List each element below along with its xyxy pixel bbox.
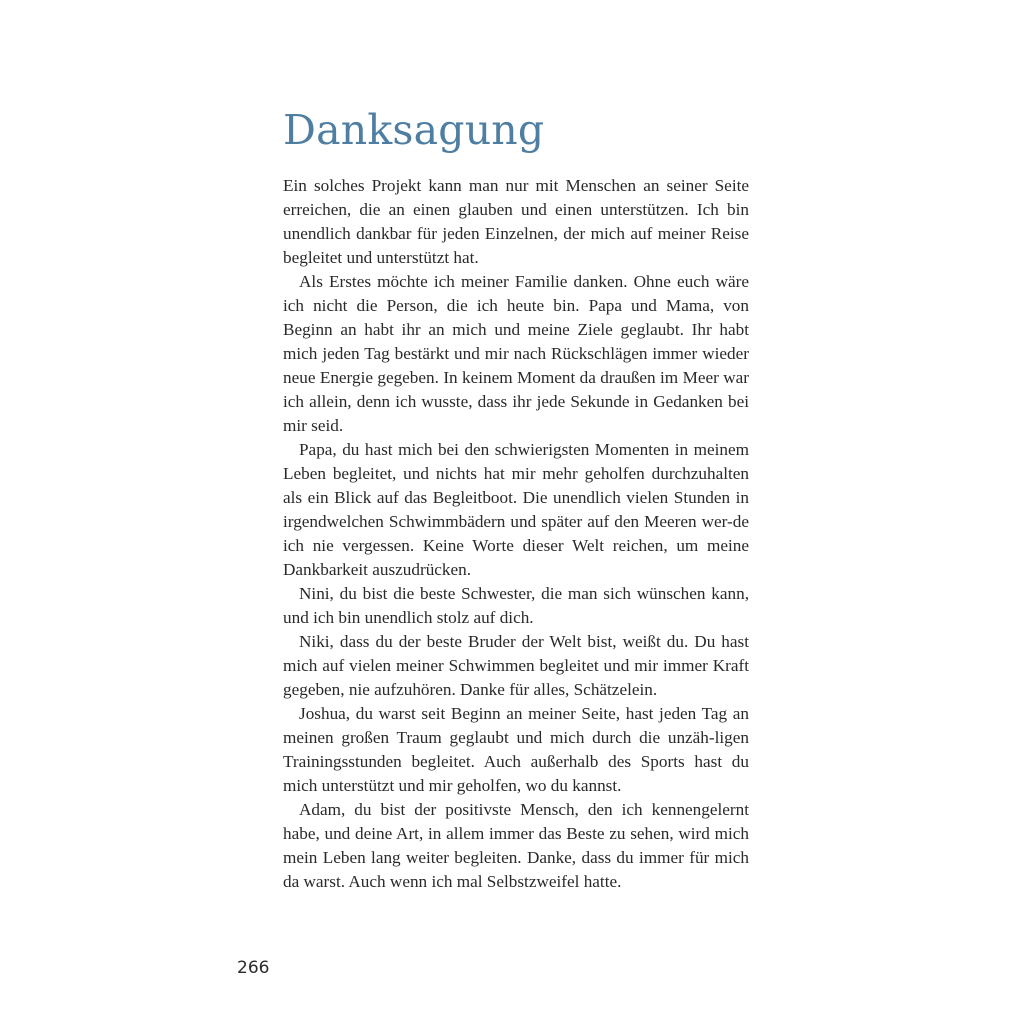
page-number: 266: [237, 958, 270, 978]
paragraph: Ein solches Projekt kann man nur mit Menschen an seiner Seite erreichen, die an einen glauben und einen unterstützen. Ich bin unendlich dankbar für jeden Einzelnen, der mich auf meiner Reise begleitet und unterstützt hat.: [283, 176, 749, 267]
paragraph: Nini, du bist die beste Schwester, die man sich wünschen kann, und ich bin unendlich stolz auf dich.: [283, 584, 749, 627]
paragraph: Papa, du hast mich bei den schwierigsten Momenten in meinem Leben begleitet, und nichts hat mir mehr geholfen durchzuhalten als ein Blick auf das Begleitboot. Die unendlich vielen Stunden in irgendwelchen Schwimmbädern und später auf den Meeren wer-de ich nie vergessen. Keine Worte dieser Welt reichen, um meine Dankbarkeit auszudrücken.: [283, 440, 749, 579]
paragraph: Als Erstes möchte ich meiner Familie danken. Ohne euch wäre ich nicht die Person, die ich heute bin. Papa und Mama, von Beginn an habt ihr an mich und meine Ziele geglaubt. Ihr habt mich jeden Tag bestärkt und mir nach Rückschlägen immer wieder neue Energie gegeben. In keinem Moment da draußen im Meer war ich allein, denn ich wusste, dass ihr jede Sekunde in Gedanken bei mir seid.: [283, 272, 749, 435]
paragraph: Niki, dass du der beste Bruder der Welt bist, weißt du. Du hast mich auf vielen meiner Schwimmen begleitet und mir immer Kraft gegeben, nie aufzuhören. Danke für alles, Schätzelein.: [283, 632, 749, 699]
chapter-body: [283, 174, 749, 894]
paragraph: Joshua, du warst seit Beginn an meiner Seite, hast jeden Tag an meinen großen Traum geglaubt und mich durch die unzäh-ligen Trainingsstunden begleitet. Auch außerhalb des Sports hast du mich unterstützt und mir geholfen, wo du kannst.: [283, 704, 749, 795]
chapter-title: Danksagung: [283, 106, 545, 154]
paragraph: Adam, du bist der positivste Mensch, den ich kennengelernt habe, und deine Art, in allem immer das Beste zu sehen, wird mich mein Leben lang weiter begleiten. Danke, dass du immer für mich da warst. Auch wenn ich mal Selbstzweifel hatte.: [283, 800, 749, 891]
